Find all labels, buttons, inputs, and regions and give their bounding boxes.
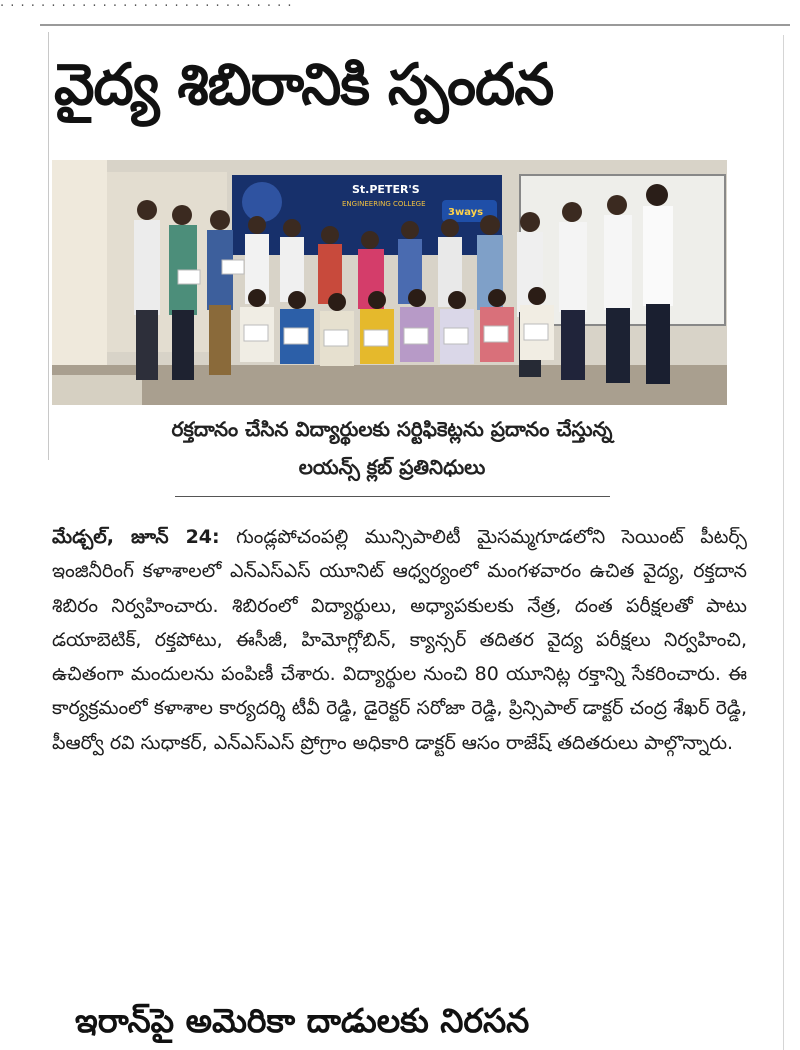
banner-badge: 3ways [448, 207, 484, 218]
banner-subtext: ENGINEERING COLLEGE [342, 200, 426, 208]
caption-underline [175, 496, 610, 497]
banner-text: St.PETER'S [352, 183, 420, 196]
next-article-headline: ఇరాన్‌పై అమెరికా దాడులకు నిరసన [75, 1001, 530, 1040]
photo-caption [52, 410, 732, 486]
dateline: మేడ్చల్, జూన్ 24: [52, 526, 220, 548]
previous-article-fragment: · · · · · · · · · · · · · · · · · · · · · · · · · · · · · [0, 0, 293, 14]
left-column-divider [48, 32, 49, 460]
right-column-divider [783, 35, 784, 1050]
article-body [52, 520, 747, 760]
photo-caption-line-1: రక్తదానం చేసిన విద్యార్థులకు సర్టిఫికెట్లను ప్రదానం చేస్తున్న [171, 417, 613, 441]
article-body-text: గుండ్లపోచంపల్లి మున్సిపాలిటీ మైసమ్మగూడలోని సెయింట్ పీటర్స్ ఇంజినీరింగ్ కళాశాలలో ఎన్ఎస్ఎస్ యూనిట్ ఆధ్వర్యంలో మంగళవారం ఉచిత వైద్య, రక్తదాన శిబిరం నిర్వహించారు. శిబిరంలో విద్యార్థులు, అధ్యాపకులకు నేత్ర, దంత పరీక్షలతో పాటు డయాబెటిక్, రక్తపోటు, ఈసీజీ, హిమోగ్లోబిన్, క్యాన్సర్ తదితర వైద్య పరీక్షలు నిర్వహించి, ఉచితంగా మందులను పంపిణీ చేశారు. విద్యార్థుల నుంచి 80 యూనిట్ల రక్తాన్ని సేకరించారు. ఈ కార్యక్రమంలో కళాశాల కార్యదర్శి టీవీ రెడ్డి, డైరెక్టర్ సరోజా రెడ్డి, ప్రిన్సిపాల్ డాక్టర్ చంద్ర శేఖర్ రెడ్డి, పీఆర్వో రవి సుధాకర్, ఎన్ఎస్ఎస్ ప్రోగ్రాం అధికారి డాక్టర్ ఆసం రాజేష్ తదితరులు పాల్గొన్నారు. [52, 526, 747, 754]
top-divider [40, 24, 790, 26]
photo-caption-line-2: లయన్స్ క్లబ్ ప్రతినిధులు [298, 455, 486, 479]
article-headline: వైద్య శిబిరానికి స్పందన [54, 52, 554, 118]
news-photo [52, 160, 727, 405]
